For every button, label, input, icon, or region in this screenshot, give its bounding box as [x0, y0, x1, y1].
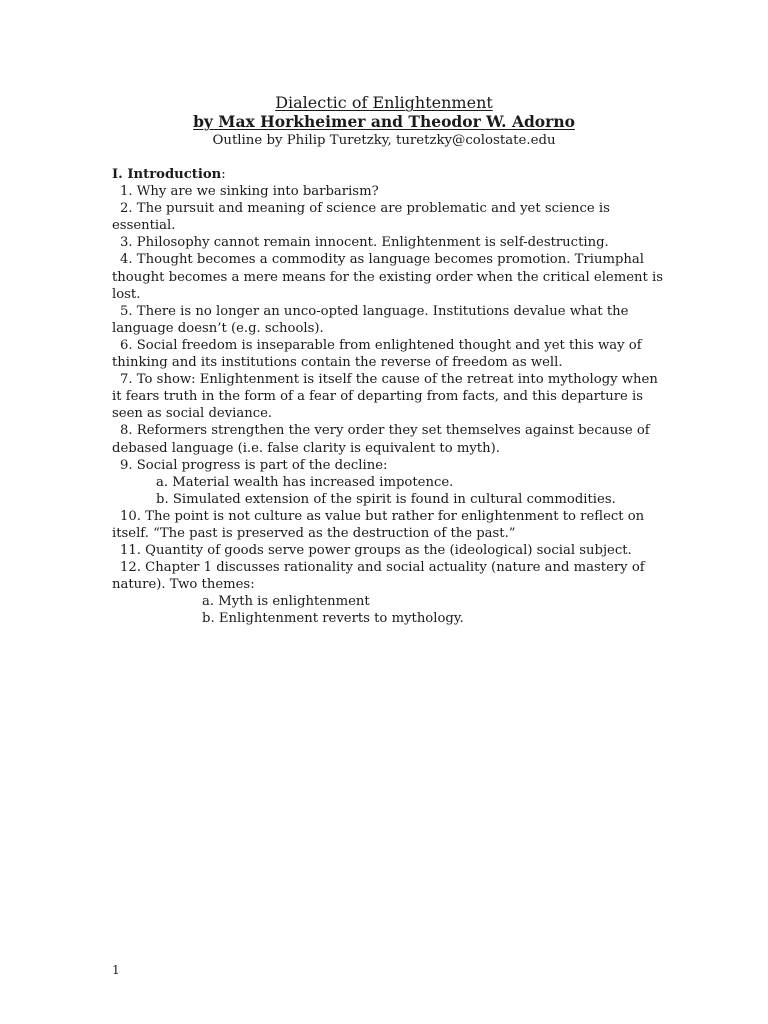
section-heading-colon: :	[221, 167, 226, 182]
outline-item-9a: a. Material wealth has increased impotence.	[156, 474, 454, 490]
outline-item-6: 6. Social freedom is inseparable from enlightened thought and yet this way of thinking and its institutions contain the reverse of freedom as well.	[112, 337, 642, 371]
outline-item-12b: b. Enlightenment reverts to mythology.	[202, 611, 464, 627]
page-number: 1	[112, 963, 120, 977]
outline-item-2: 2. The pursuit and meaning of science are problematic and yet science is essential.	[112, 201, 610, 234]
section-heading	[112, 166, 664, 183]
outline-item-9: 9. Social progress is part of the decline:	[120, 457, 388, 473]
outline-item-4: 4. Thought becomes a commodity as language becomes promotion. Triumphal thought becomes a mere means for the existing order when the critical element is lost.	[112, 252, 663, 302]
outline-item-10: 10. The point is not culture as value but rather for enlightenment to reflect on itself. “The past is preserved as the destruction of the past.”	[112, 508, 645, 541]
outline-item-7: 7. To show: Enlightenment is itself the cause of the retreat into mythology when it fears truth in the form of a fear of departing from facts, and this departure is seen as social deviance.	[112, 372, 658, 422]
outline-item-12: 12. Chapter 1 discusses rationality and social actuality (nature and mastery of nature). Two themes:	[112, 560, 645, 593]
document-header	[112, 93, 656, 149]
outline-item-1: 1. Why are we sinking into barbarism?	[120, 184, 379, 200]
outline-credit: Outline by Philip Turetzky, turetzky@colostate.edu	[212, 133, 556, 148]
outline-item-5: 5. There is no longer an unco-opted language. Institutions devalue what the language doesn’t (e.g. schools).	[112, 303, 629, 336]
outline-item-11: 11. Quantity of goods serve power groups as the (ideological) social subject.	[120, 543, 632, 559]
document-authors: by Max Horkheimer and Theodor W. Adorno	[193, 112, 575, 131]
document-body	[112, 166, 664, 628]
outline-item-12a: a. Myth is enlightenment	[202, 594, 370, 610]
document-title: Dialectic of Enlightenment	[275, 93, 493, 112]
outline-item-8: 8. Reformers strengthen the very order they set themselves against because of debased language (i.e. false clarity is equivalent to myth).	[112, 423, 650, 456]
section-heading-text: I. Introduction	[112, 167, 222, 182]
outline-item-3: 3. Philosophy cannot remain innocent. Enlightenment is self-destructing.	[120, 235, 609, 251]
outline-item-9b: b. Simulated extension of the spirit is found in cultural commodities.	[156, 491, 616, 507]
